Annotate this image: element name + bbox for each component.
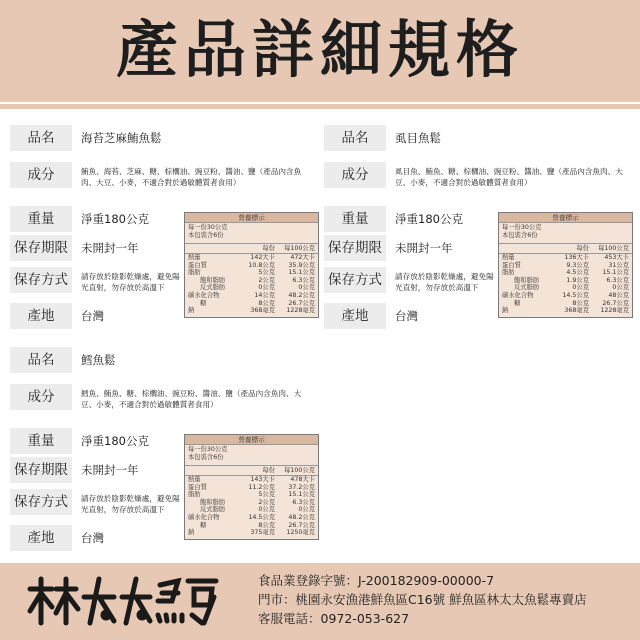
nutrition-row [185,529,318,537]
nutrition-facts-table [498,212,633,318]
nutrient-name: 反式脂肪 [200,506,226,514]
nutrient-per-100g: 26.7公克 [288,521,315,529]
nutrient-per-serving: 8公克 [258,299,275,307]
column-per-serving: 每份 [262,467,275,474]
nutrition-title: 營養標示 [499,213,632,223]
nutrient-per-serving: 2公克 [258,276,275,284]
label-ingredients: 成分 [324,162,386,188]
servings-per-pack: 本包裝含6份 [188,454,224,461]
nutrient-per-100g: 48.2公克 [288,291,315,299]
label-weight: 重量 [10,206,72,232]
nutrient-per-serving: 136大卡 [564,254,589,261]
value-shelf-life: 未開封一年 [81,463,139,477]
nutrition-columns [499,243,632,254]
nutrition-bottom-pad [499,315,632,317]
nutrient-per-serving: 0公克 [258,284,275,292]
column-per-100g: 每100公克 [598,245,629,252]
nutrient-name: 糖 [514,299,521,307]
label-weight: 重量 [10,428,72,454]
serving-size: 每一份30公克 [188,224,228,231]
nutrition-facts-table [184,212,319,318]
value-name: 海苔芝麻鮪魚鬆 [81,131,162,145]
nutrient-name: 鈉 [188,529,195,537]
nutrient-per-100g: 48.2公克 [288,513,315,521]
nutrition-row [499,254,632,262]
nutrient-name: 熱量 [188,476,201,483]
value-storage: 請存放於陰影乾燥處，避免陽光直射，勿存放於高溫下 [81,494,180,514]
nutrient-per-serving: 11.2公克 [248,483,275,491]
nutrition-row [185,506,318,514]
label-weight: 重量 [324,206,386,232]
nutrient-per-100g: 26.7公克 [288,299,315,307]
column-per-serving: 每份 [576,245,589,252]
nutrient-per-100g: 0公克 [612,284,629,292]
nutrient-per-100g: 15.1公克 [602,269,629,277]
label-name: 品名 [10,347,72,373]
nutrient-per-100g: 1228毫克 [286,307,315,315]
nutrition-row [185,476,318,484]
nutrient-name: 鈉 [188,307,195,315]
serving-size: 每一份30公克 [188,446,228,453]
nutrition-columns [185,465,318,476]
nutrition-title: 營養標示 [185,213,318,223]
value-weight: 淨重180公克 [395,212,463,226]
value-origin: 台灣 [81,309,104,323]
nutrient-name: 飽和脂肪 [200,276,226,284]
nutrient-per-serving: 143大卡 [250,476,275,483]
nutrient-per-100g: 31公克 [608,261,629,269]
label-ingredients: 成分 [10,162,72,188]
nutrient-per-100g: 1228毫克 [600,307,629,315]
value-origin: 台灣 [395,309,418,323]
nutrient-per-100g: 453大卡 [604,254,629,261]
store-address: 門市：桃園永安漁港鮮魚區C16號 鮮魚區林太太魚鬆專賣店 [258,592,587,607]
nutrient-name: 鈉 [502,307,509,315]
column-per-serving: 每份 [262,245,275,252]
label-storage: 保存方式 [10,267,72,293]
value-ingredients: 鱈魚、鮪魚、糖、棕櫚油、豌豆粉、醬油、鹽（產品內含魚肉、大豆、小麥，不適合對於過敏體質者食用） [81,389,302,409]
nutrient-per-serving: 10.8公克 [248,261,275,269]
nutrient-name: 蛋白質 [502,261,521,269]
nutrient-per-serving: 0公克 [258,506,275,514]
nutrient-name: 飽和脂肪 [514,276,540,284]
nutrition-title: 營養標示 [185,435,318,445]
nutrient-name: 蛋白質 [188,483,207,491]
nutrient-per-100g: 1250毫克 [286,529,315,537]
nutrient-per-serving: 9.3公克 [566,261,589,269]
nutrition-row [185,491,318,499]
value-shelf-life: 未開封一年 [81,241,139,255]
nutrient-per-100g: 0公克 [298,506,315,514]
nutrient-name: 飽和脂肪 [200,498,226,506]
nutrient-name: 熱量 [188,254,201,261]
servings-per-pack: 本包裝含6份 [502,232,538,239]
footer-info [258,571,587,628]
nutrition-row [185,254,318,262]
page-title: 產品詳細規格 [115,13,524,86]
nutrient-per-100g: 15.1公克 [288,269,315,277]
label-name: 品名 [324,125,386,151]
nutrient-per-100g: 26.7公克 [602,299,629,307]
label-storage: 保存方式 [10,489,72,515]
nutrition-row [499,307,632,315]
nutrition-row [185,514,318,522]
nutrient-per-serving: 142大卡 [250,254,275,261]
nutrition-row [185,292,318,300]
column-per-100g: 每100公克 [284,245,315,252]
nutrient-name: 脂肪 [188,269,201,277]
nutrient-per-serving: 0公克 [572,284,589,292]
nutrition-bottom-pad [185,315,318,317]
nutrient-per-serving: 8公克 [258,521,275,529]
nutrient-per-serving: 5公克 [258,491,275,499]
value-name: 虱目魚鬆 [395,131,441,145]
nutrient-per-serving: 2公克 [258,498,275,506]
value-weight: 淨重180公克 [81,212,149,226]
nutrient-per-100g: 6.3公克 [292,498,315,506]
value-name: 鱈魚鬆 [81,353,116,367]
product-panel-milkfish [324,125,640,335]
label-origin: 產地 [10,303,72,329]
nutrient-name: 蛋白質 [188,261,207,269]
nutrient-per-serving: 375毫克 [250,529,275,537]
label-shelf-life: 保存期限 [10,235,72,261]
nutrient-name: 脂肪 [188,491,201,499]
nutrient-per-100g: 6.3公克 [292,276,315,284]
value-weight: 淨重180公克 [81,434,149,448]
nutrition-row [185,284,318,292]
nutrient-name: 碳水化合物 [188,513,220,521]
nutrition-row [499,269,632,277]
label-origin: 產地 [10,525,72,551]
column-per-100g: 每100公克 [284,467,315,474]
nutrient-per-serving: 5公克 [258,269,275,277]
nutrient-per-100g: 37.2公克 [288,483,315,491]
nutrition-row [499,292,632,300]
nutrient-per-100g: 472大卡 [290,254,315,261]
nutrient-per-serving: 368毫克 [564,307,589,315]
nutrient-name: 反式脂肪 [200,284,226,292]
value-ingredients: 虱目魚、鮪魚、糖、棕櫚油、豌豆粉、醬油、鹽（產品內含魚肉、大豆、小麥，不適合對於過敏體質者食用） [395,167,623,187]
nutrient-per-100g: 35.9公克 [288,261,315,269]
header-banner [0,0,640,102]
nutrient-per-serving: 14.5公克 [562,291,589,299]
label-name: 品名 [10,125,72,151]
nutrient-per-serving: 4.5公克 [566,269,589,277]
nutrition-facts-table [184,434,319,540]
nutrient-name: 碳水化合物 [502,291,534,299]
nutrition-header [185,445,318,463]
nutrient-name: 糖 [200,299,207,307]
nutrient-per-serving: 1.9公克 [566,276,589,284]
nutrient-per-100g: 6.3公克 [606,276,629,284]
nutrition-header [499,223,632,241]
label-origin: 產地 [324,303,386,329]
serving-size: 每一份30公克 [502,224,542,231]
nutrition-row [185,269,318,277]
value-shelf-life: 未開封一年 [395,241,453,255]
nutrient-per-serving: 14公克 [254,291,275,299]
label-shelf-life: 保存期限 [324,235,386,261]
nutrient-name: 脂肪 [502,269,515,277]
nutrition-bottom-pad [185,537,318,539]
value-origin: 台灣 [81,531,104,545]
nutrition-row [185,307,318,315]
nutrient-per-100g: 478大卡 [290,476,315,483]
label-storage: 保存方式 [324,267,386,293]
nutrient-per-serving: 8公克 [572,299,589,307]
registration-number: 食品業登錄字號：J-200182909-00000-7 [258,573,495,588]
nutrient-per-serving: 368毫克 [250,307,275,315]
footer [0,563,640,640]
label-shelf-life: 保存期限 [10,457,72,483]
nutrition-row [499,284,632,292]
nutrient-name: 糖 [200,521,207,529]
nutrient-per-serving: 14.5公克 [248,513,275,521]
brand-logo [22,571,222,631]
value-storage: 請存放於陰影乾燥處，避免陽光直射，勿存放於高溫下 [81,272,180,292]
nutrient-name: 熱量 [502,254,515,261]
product-panel-cod [10,347,320,557]
value-storage: 請存放於陰影乾燥處，避免陽光直射，勿存放於高溫下 [395,272,494,292]
product-panel-tuna-seaweed [10,125,320,335]
header-divider [0,104,640,109]
label-ingredients: 成分 [10,384,72,410]
nutrition-columns [185,243,318,254]
nutrient-per-100g: 48公克 [608,291,629,299]
nutrition-header [185,223,318,241]
nutrient-name: 反式脂肪 [514,284,540,292]
nutrient-per-100g: 0公克 [298,284,315,292]
nutrient-per-100g: 15.1公克 [288,491,315,499]
value-ingredients: 鮪魚、海苔、芝麻、糖、棕櫚油、豌豆粉、醬油、鹽（產品內含魚肉、大豆、小麥，不適合對於過敏體質者食用） [81,167,302,187]
customer-phone: 客服電話：0972-053-627 [258,611,410,626]
servings-per-pack: 本包裝含6份 [188,232,224,239]
nutrient-name: 碳水化合物 [188,291,220,299]
